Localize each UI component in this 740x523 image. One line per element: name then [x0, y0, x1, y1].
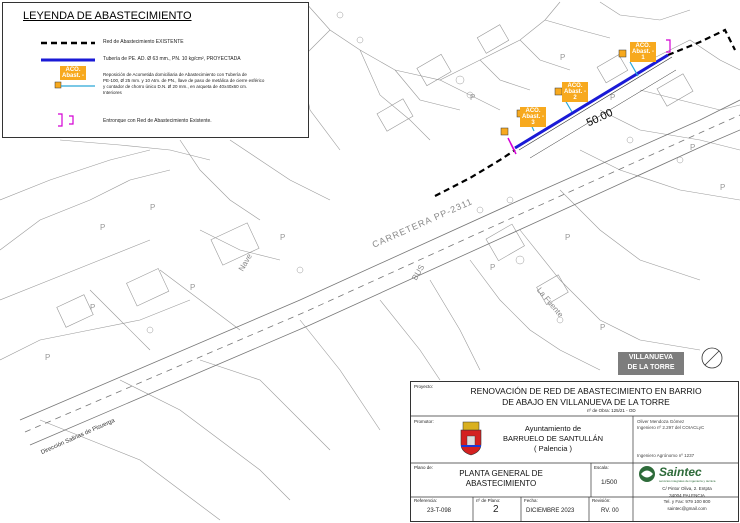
direction-label: Dirección Salinas de Pisuerga: [40, 417, 116, 457]
bus-label: BUS: [410, 263, 427, 282]
svg-text:P: P: [600, 323, 606, 332]
company-name: Saintec: [659, 465, 702, 479]
fecha-value: DICIEMBRE 2023: [526, 508, 575, 514]
legend-aco-box: ACO. Abast. -: [61, 67, 84, 79]
svg-text:P: P: [560, 53, 566, 62]
svg-text:P: P: [720, 183, 726, 192]
legend-item-existing: Red de Abastecimiento EXISTENTE: [103, 39, 184, 45]
svg-text:P: P: [565, 233, 571, 242]
pipe-dimension: 50.00: [584, 106, 615, 130]
obra-number: nº de Obra: 125/21 - OD: [587, 408, 636, 413]
existing-network-line-1: [435, 150, 515, 196]
legend-symbols: [3, 3, 308, 137]
legend-item-projected: Tubería de PE. AD. Ø 63 mm., PN. 10 kg/cm², PROYECTADA: [103, 56, 241, 62]
connection-marker-1: [666, 40, 670, 52]
svg-text:P: P: [190, 283, 196, 292]
company-address: C/ Pintor Oliva, 2. Entpta 34004 PALENCIA Tel. y Fax: 979 100 800 saintec@gmail.com: [662, 486, 712, 511]
aco-box-3: ACO. Abast. - 3: [521, 108, 544, 126]
svg-text:P: P: [150, 203, 156, 212]
scale-value: 1/500: [601, 479, 618, 486]
project-title: RENOVACIÓN DE RED DE ABASTECIMIENTO EN BARRIO DE ABAJO EN VILLANUEVA DE LA TORRE: [470, 386, 702, 407]
svg-text:P: P: [90, 303, 96, 312]
promotor-name: Ayuntamiento de BARRUELO DE SANTULLÁN ( Palencia ): [502, 424, 604, 453]
num-plano-value: 2: [493, 504, 499, 515]
svg-text:P: P: [690, 143, 696, 152]
svg-text:P: P: [470, 93, 476, 102]
plano-title: PLANTA GENERAL DE ABASTECIMIENTO: [459, 469, 543, 488]
service-line-1: [630, 62, 638, 76]
engineer-signature: Oliver Mendoza Gómez Ingeniero nº 2.297 del COIACLyC Ingeniero Agrónomo nº 1237: [637, 419, 705, 458]
svg-text:P: P: [45, 353, 51, 362]
north-arrow-icon: [700, 346, 724, 370]
locality-label: VILLANUEVA DE LA TORRE: [618, 352, 684, 375]
legend-item-connection: Entronque con Red de Abastecimiento Existente.: [103, 118, 212, 124]
aco-box-2: ACO. Abast. - 2: [563, 83, 586, 101]
legend-item-service: Reposición de Acometida domiciliaria de Abastecimiento con Tubería de PE-100, Ø 25 mm. y 10 Atm. de PN., llave de paso de metálica de cierre esférico y contador de chorro único D.N. Ø 20 mm., en arqueta de 40x40x60 cm. Interiores: [103, 72, 265, 95]
fuente-label: La Fuente: [534, 285, 566, 320]
projected-pipe: [515, 55, 668, 148]
revision-value: RV. 00: [601, 508, 619, 514]
svg-text:P: P: [610, 93, 616, 102]
svg-text:P: P: [100, 223, 106, 232]
title-block: Proyecto: RENOVACIÓN DE RED DE ABASTECIMIENTO EN BARRIO DE ABAJO EN VILLANUEVA DE LA TORRE nº de Obra: 125/21 - OD Promotor: Ayuntamiento de BARRUELO DE SANTULLÁN ( Palencia ) Oliver Mendoza Gómez Ingeniero nº 2.297 del COIACLyC Ingeniero Agrónomo nº 1237 Plano de: PLANTA GENERAL DE ABASTECIMIENTO Escala: 1/500 Saintec servicios integrales de ingeniería y técnica C/ Pintor Oliva, 2. Entpta 34004 PALENCIA Tel. y Fax: 979 100 800 saintec@gmail.com Referencia: 23-T-098 nº de Plano: 2 Fecha: DICIEMBRE 2023 Revisión: RV. 00: [410, 381, 739, 522]
street-nave-label: Nave: [236, 252, 254, 273]
svg-text:P: P: [490, 263, 496, 272]
legend-panel: [2, 2, 309, 138]
referencia-value: 23-T-098: [427, 508, 452, 514]
svg-text:P: P: [280, 233, 286, 242]
company-subtitle: servicios integrales de ingeniería y técnica: [659, 479, 716, 483]
road-label: CARRETERA PP-2311: [370, 196, 475, 250]
aco-box-1: ACO. Abast. - 1: [631, 43, 654, 61]
legend-title: LEYENDA DE ABASTECIMIENTO: [23, 10, 192, 22]
existing-network-line-2: [668, 30, 735, 55]
municipal-coat-of-arms-icon: [457, 420, 485, 456]
